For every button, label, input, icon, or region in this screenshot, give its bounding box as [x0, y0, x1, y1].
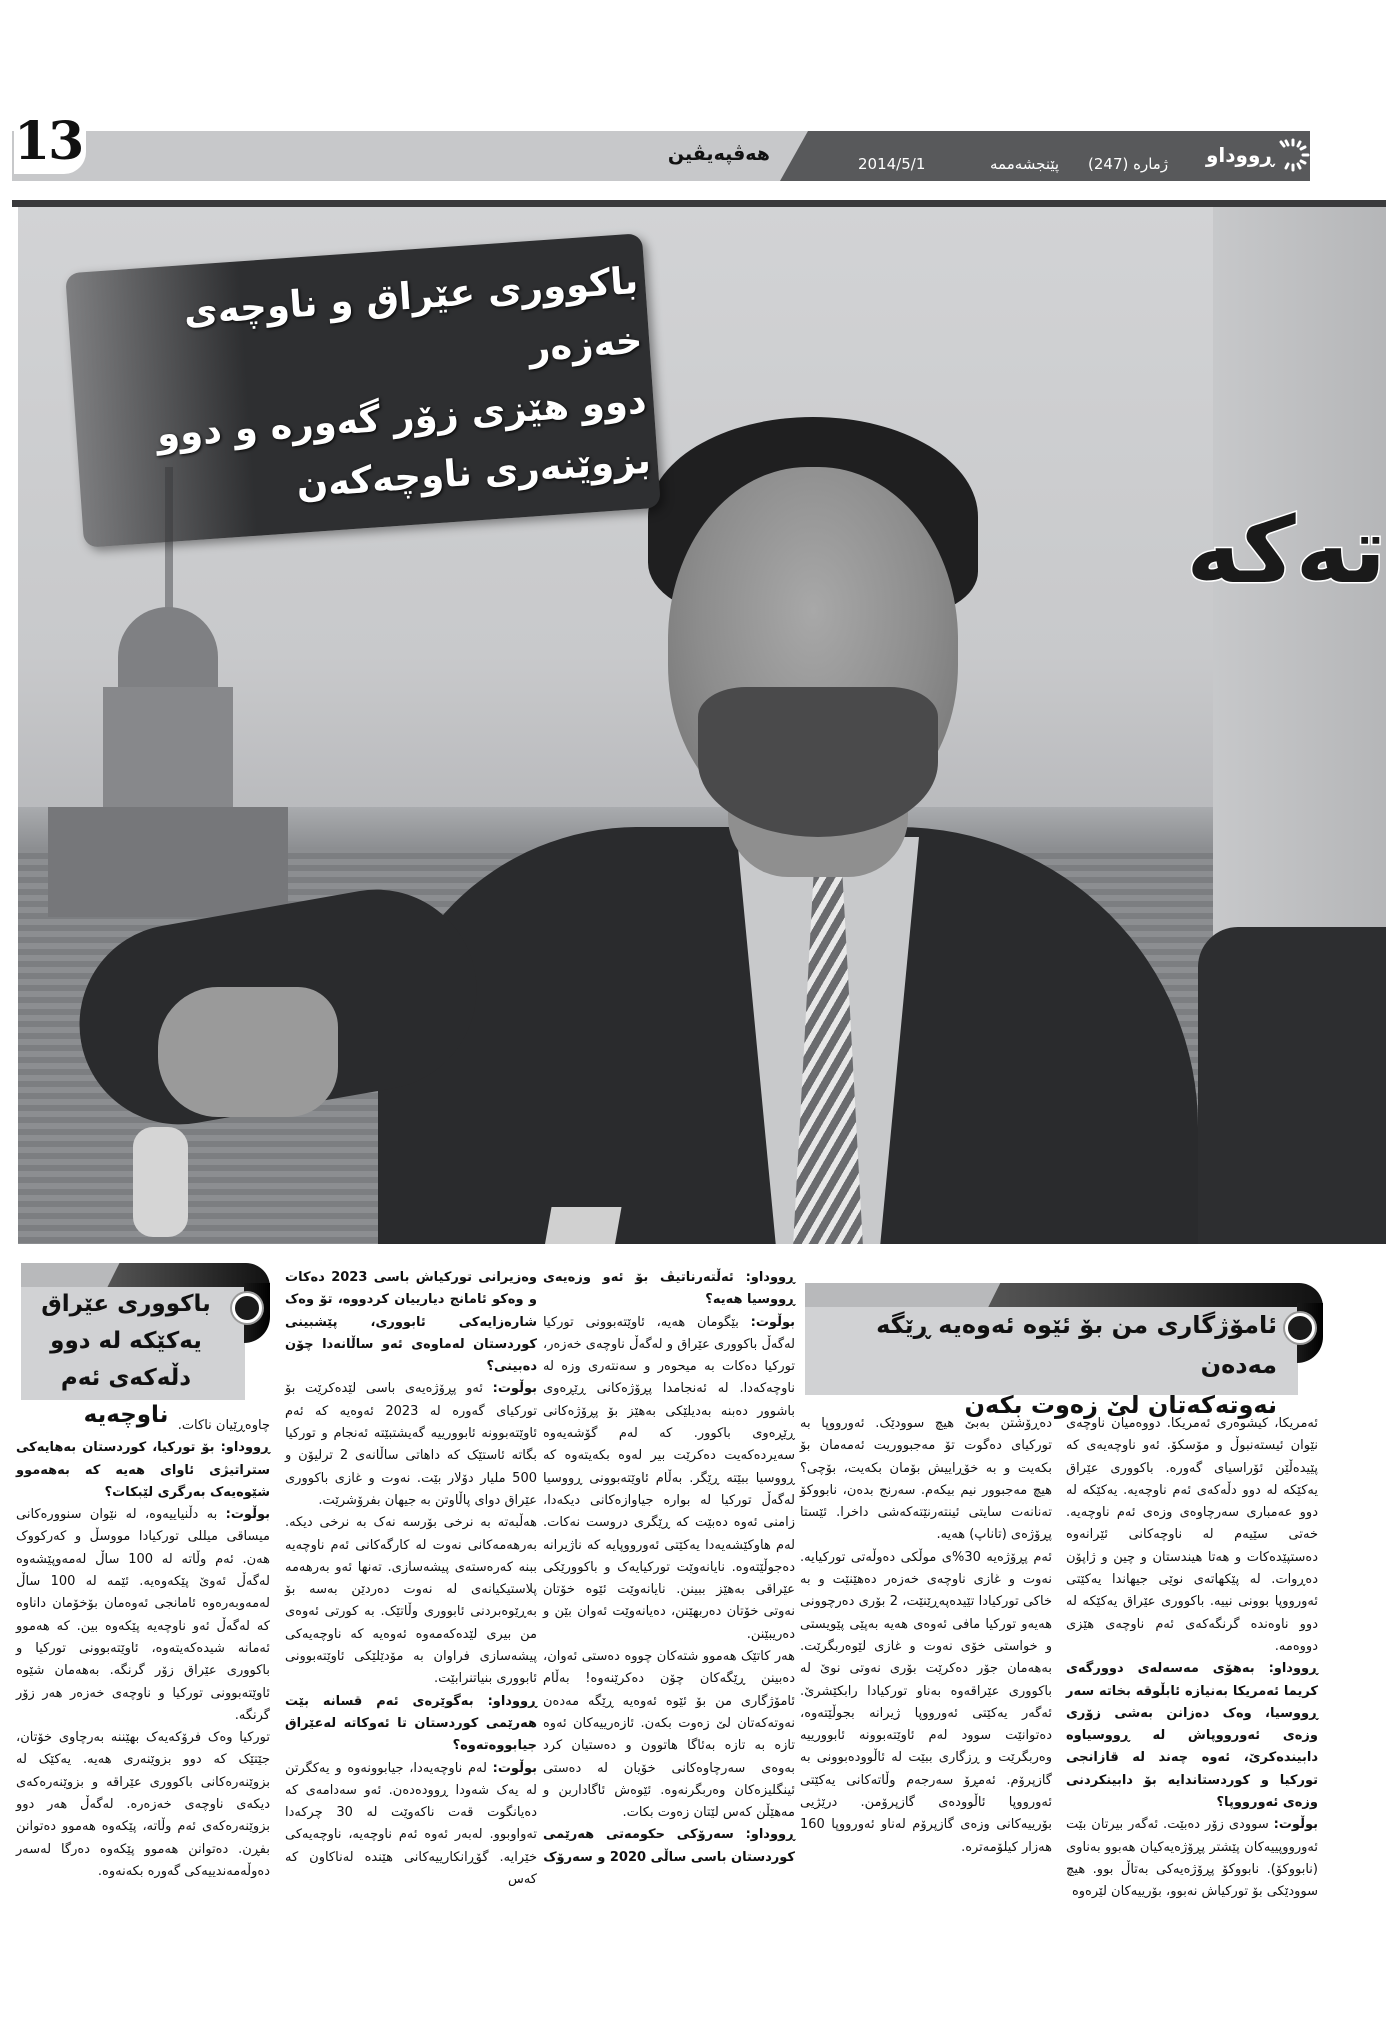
- interview-question: ڕووداو: سەرۆکی حکومەتی هەرێمی کوردستان باسی ساڵی 2020 و سەرۆک: [543, 1827, 795, 1865]
- bullet-dot-icon: [1285, 1313, 1315, 1343]
- speaker-label: بوڵوت:: [750, 1314, 795, 1330]
- subhead-text: [820, 1305, 1277, 1425]
- speaker-label: ڕووداو:: [745, 1270, 795, 1285]
- subhead-line: دڵەکەی ئەم ناوچەیە: [60, 1365, 192, 1428]
- article-column-4: [285, 1267, 537, 1891]
- speaker-label: بوڵوت:: [1273, 1817, 1318, 1833]
- article-paragraph: هەڵبەتە بە نرخی بۆرسە نەک بە نرخی دیکە. بەرهەمەکانی نەوت لە کارگەکانی ئەم ناوچەیە ببنە کەرەستەی پیشەسازی. تەنها ئەو بەرهەمە پلاستیکیانەی لە نەوت دەردێن بەسە بۆ بەڕێوەبردنی ئابووری وڵاتێک. بە کورتی ئەوەی من بیری لێدەکەمەوە ئەوەیە کە ناوچەیەکی پیشەسازی فراوان بە مۆدێلێکی ئاوێتەبوونی ئابووری بنیاتنرابێت.: [285, 1515, 537, 1687]
- interview-answer: بوڵوت: بێگومان هەیە، ئاوێتەبوونی تورکیا لەگەڵ باکووری عێراق و لەگەڵ ناوچەی خەزەر، تورکیا دەکات بە میحوەر و سەنتەری وزە لە ناوچەکەدا. لە ئەنجامدا پڕۆژەکانی ڕێڕەوی باشوور دەبنە بەدیلێکی بەهێز بۆ پڕۆژەکانی ڕێڕەوی باکوور. کە لەم گۆشەیەوە سەیردەکەیت دەکرێت بیر لەوە بکەیتەوە کە ڕووسیا ببێتە ڕێگر. بەڵام ئاوێتەبوونی ڕووسیا لەگەڵ تورکیا لە بوارە جیاوازەکانی دیکەدا، زامنی ئەوە دەبێت کە ڕێگری دروست نەکات. لەم هاوکێشەیەدا یەکێتی ئەورووپایە کە ناژیرانە دەجوڵێتەوە. نایانەوێت تورکیایەک و باکوورێکی عێراقی بەهێز ببینن. نایانەوێت ئێوە خۆتان نەوتی خۆتان دەربهێنن، دەیانەوێت ئەوان بێن و دەریبێنن.: [543, 1314, 795, 1642]
- interview-question: ڕووداو: ئەڵتەرناتیڤ بۆ ئەو وزەیەی ڕووسیا هەیە؟: [543, 1270, 795, 1308]
- studio-desk: [1198, 927, 1386, 1244]
- pull-quote-line: بزوێنەری ناوچەکەن: [295, 438, 653, 507]
- pull-quote: [82, 251, 652, 529]
- speaker-label: ڕووداو:: [487, 1693, 537, 1709]
- subhead-tab-light: [21, 1263, 123, 1287]
- subject-hand: [158, 987, 338, 1117]
- speaker-label: بوڵوت:: [225, 1507, 270, 1523]
- issue-weekday: پێنجشەممە: [990, 155, 1060, 173]
- issue-number: ژمارە (247): [1088, 155, 1169, 173]
- maiden-tower-dome: [118, 607, 218, 697]
- speaker-label: ڕووداو:: [745, 1827, 795, 1843]
- article-paragraph: تورکیا وەک فرۆکەیەک بهێننە بەرچاوی خۆتان، جێتێک کە دوو بزوێنەری هەیە. یەکێک لە بزوێنەرەکانی باکووری عێراقە و بزوێنەرەکەی دیکەی ناوچەی خەزەرە. لەگەڵ هەر دوو بزوێنەرەکەی ئەم وڵاتە، پێکەوە هەموو دەتوانن بفڕن. دەتوانن هەموو پێکەوە دەرگا لەسەر دەوڵەمەندییەکی گەورە بکەنەوە.: [16, 1730, 270, 1879]
- issue-date: 2014/5/1: [858, 155, 926, 173]
- article-column-2: [800, 1413, 1052, 1859]
- subject-beard: [698, 687, 938, 837]
- header-rule: [12, 200, 1386, 207]
- bullet-dot-icon: [232, 1293, 262, 1323]
- interview-answer: بوڵوت: سوودی زۆر دەبێت. ئەگەر بیرتان بێت ئەورووپییەکان پێشتر پڕۆژەیەکیان هەبوو بەناوی (نابووکۆ). نابووکۆ پڕۆژەیەکی بەتاڵ بوو. هیچ سوودێکی بۆ تورکیاش نەبوو، بۆرییەکان لێرەوە: [1066, 1817, 1318, 1900]
- sunburst-icon: [1276, 138, 1310, 172]
- speaker-label: بوڵوت:: [492, 1760, 537, 1776]
- page-number: 13: [14, 110, 86, 174]
- speaker-label: ڕووداو:: [220, 1440, 270, 1456]
- logo-text: ڕووداو: [1206, 143, 1275, 167]
- subhead-box-right: [800, 1283, 1323, 1419]
- article-column-1: [1066, 1413, 1318, 1904]
- pull-quote-line: باکووری عێراق و ناوچەی خەزەر: [182, 258, 644, 370]
- subject-watch: [133, 1127, 188, 1237]
- rudaw-logo: [1206, 135, 1310, 175]
- subhead-line: یەکێکە لە دوو: [50, 1328, 202, 1354]
- interview-question: ڕووداو: بەهۆی مەسەلەی دوورگەی کریما ئەمریکا بەنیازە ئابڵوقە بخاتە سەر ڕووسیا، وەک دەزانن بەشی زۆری وزەی ئەورووپاش لە ڕووسیاوە دابیندەکرێ، ئەوە چەند لە قازانجی تورکیا و کوردستاندایە بۆ دابینکردنی وزەی ئەورووپا؟: [1066, 1661, 1318, 1811]
- headline-fragment: تەکە: [1186, 497, 1386, 604]
- subhead-text: [26, 1286, 226, 1434]
- article-paragraph: چاوەڕێیان ناکات.: [177, 1418, 270, 1433]
- pocket-square: [544, 1207, 621, 1244]
- speaker-label: ڕووداو:: [1268, 1661, 1318, 1677]
- article-paragraph: ئەمریکا، کیشوەری ئەمریکا. دووەمیان ناوچەی نێوان ئیستەنبوڵ و مۆسکۆ. ئەو ناوچەیەی کە پێیدەڵێن ئۆراسیای گەورە. باکووری عێراق یەکێکە لە دوو دڵەکەی ئەم ناوچەیە. یەکێکە لە دوو عەمباری سەرچاوەی وزەی ئەم ناوچەیە. خەتی سێیەم لە ناوچەکانی ئێرانەوە دەستپێدەکات و هەتا هیندستان و چین و ژاپۆن دەڕوات. لە پێکهاتەی نوێی جیهاندا یەکێتی ئەورووپا بوونی نییە. باکووری عێراق یەکێکە لە دوو ناوەندە گرنگەکەی ئەم ناوچەی هێزی دووەمە.: [1066, 1416, 1318, 1654]
- speaker-label: بوڵوت:: [492, 1381, 537, 1397]
- section-label: هەڤپەیڤین: [667, 143, 770, 165]
- subhead-line: ئامۆژگاری من بۆ ئێوە ئەوەیە ڕێگە مەدەن: [876, 1311, 1277, 1379]
- article-paragraph: دەڕۆشتن بەبێ هیچ سوودێک. ئەورووپا بە تورکیای دەگوت تۆ مەجبووریت ئەمەمان بۆ بکەیت و بە خۆڕاییش بۆمان بکەیت، بۆچی؟ هیچ مەجبوور نیم بیکەم. سەرنج بدەن، نابووکۆ تەنانەت سایتی ئینتەرنێتەکەشی داخرا. ئێستا پڕۆژەی (تاناپ) هەیە.: [800, 1416, 1052, 1543]
- interview-answer: بوڵوت: ئەو پڕۆژەیەی باسی لێدەکرێت بۆ تورکیای گەورە لە 2023 ئەوەیە کە ئەم ئاوێتەبوونە ئابوورییە گەیشتبێتە ئەنجام و تورکیا بگاتە ئاستێک کە داهاتی ساڵانەی 2 ترلیۆن و 500 ملیار دۆلار بێت. نەوت و غازی باکووری عێراق دوای پاڵاوتن بە جیهان بفرۆشرێت.: [285, 1381, 537, 1508]
- interview-question: ڕووداو: بۆ تورکیا، کوردستان بەهایەکی ستراتیژی ئاوای هەیە کە بەهەموو شێوەیەک بەرگری لێبکات؟: [16, 1440, 270, 1500]
- maiden-tower-base: [48, 807, 288, 917]
- article-paragraph: هەر کاتێک هەموو شتەکان چووە دەستی ئەوان، دەبینن ڕێگەکان چۆن دەکرێنەوە! بەڵام ئامۆژگاری من بۆ ئێوە ئەوەیە ڕێگە مەدەن نەوتەکەتان لێ زەوت بکەن. ئازەرییەکان ئەوە تازە بە تازە بەئاگا هاتوون و دەستیان کرد بەوەی سەرچاوەکانی خۆیان لە دەستی ئینگلیزەکان وەربگرنەوە. ئێوەش ئاگاداربن و مەهێڵن کەس لێتان زەوت بکات.: [543, 1649, 795, 1821]
- subhead-line: نەوتەکەتان لێ زەوت بکەن: [964, 1391, 1277, 1419]
- subhead-tab-dark: [988, 1283, 1323, 1307]
- interview-answer: بوڵوت: لەم ناوچەیەدا، جیابوونەوە و یەکگرتن لە یەک شەودا ڕوودەدەن. ئەو سەدامەی کە دەیانگوت قەت ناکەوێت لە 30 چرکەدا تەواوبوو. لەبەر ئەوە ئەم ناوچەیە، ناوچەیەکی خێرایە. گۆڕانکارییەکانی هێندە لەناکاون کە کەس: [285, 1760, 537, 1888]
- subhead-tab-light: [805, 1283, 1014, 1307]
- interview-question: وەزیرانی تورکیاش باسی 2023 دەکات و وەکو ئامانج دیارییان کردووە، تۆ وەک شارەزایەکی ئابووری، پێشبینی کوردستان لەماوەی ئەو ساڵانەدا چۆن دەبینی؟: [285, 1270, 537, 1375]
- subhead-line: باکووری عێراق: [41, 1291, 211, 1317]
- article-paragraph: ئەم پڕۆژەیە 30%ی موڵکی دەوڵەتی تورکیایە. نەوت و غازی ناوچەی خەزەر دەهێنێت و بە خاکی تورکیادا تێیدەپەڕێنێت، 2 بۆری دەرچوونی هەیەو تورکیا مافی ئەوەی هەیە بەپێی پێویستی و خواستی خۆی نەوت و غازی لێوەربگرێت. بەهەمان جۆر دەکرێت بۆری نەوتی نوێ لە باکووری عێراقەوە بەناو تورکیادا رابکێشرێ. ئەگەر یەکێتی ئەورووپا ژیرانە بجوڵێتەوە، دەتوانێت سوود لەم ئاوێتەبوونە ئابوورییە وەربگرێت و ڕزگاری ببێت لە ئاڵوودەبوونی بە گازپرۆم. ئەمڕۆ سەرجەم وڵاتەکانی یەکێتی ئەورووپا ئاڵوودەی گازپرۆمن. درێژیی بۆرییەکانی وزەی گازپرۆم لەناو ئەورووپا 160 هەزار کیلۆمەترە.: [800, 1549, 1052, 1855]
- article-column-3: [543, 1267, 795, 1869]
- interview-answer: بوڵوت: بە دڵنیاییەوە، لە نێوان سنوورەکانی میساقی میللی تورکیادا مووسڵ و کەرکووک هەن. ئەم وڵاتە لە 100 ساڵ لەمەوپێشەوە لەگەڵ ئەوێ پێکەوەیە. ئێمە لە 100 ساڵ لەمەوبەرەوە ئامانجی ئەوەمان بۆخۆمان داناوە کە لەگەڵ ئەو ناوچەیە پێکەوە بین. کە هەموو ئەمانە شیدەکەیتەوە، ئاوێتەبوونی تورکیا و باکووری عێراق زۆر گرنگە. بەهەمان شێوە ئاوێتەبوونی تورکیا و ناوچەی خەزەر هەر زۆر گرنگە.: [16, 1507, 271, 1723]
- pull-quote-line: دوو هێزی زۆر گەورە و دوو: [155, 378, 648, 456]
- article-column-5: [16, 1415, 270, 1883]
- interview-question: ڕووداو: بەگوێرەی ئەم قسانە بێت هەرێمی کوردستان تا ئەوکاتە لەعێراق جیابووەتەوە؟: [285, 1693, 537, 1754]
